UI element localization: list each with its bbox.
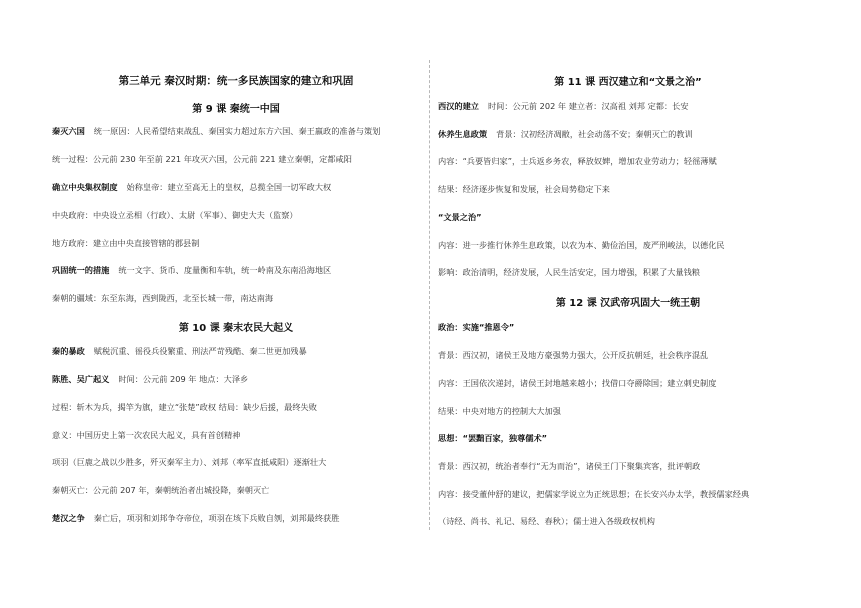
l11-line-7: 影响：政治清明，经济发展，人民生活安定，国力增强，积累了大量钱粮 xyxy=(438,267,701,277)
l10-line-3: 过程：斩木为兵，揭竿为旗，建立“张楚”政权 结局：缺少后援，最终失败 xyxy=(52,402,317,412)
l10-line-7: 楚汉之争 秦亡后，项羽和刘邦争夺帝位，项羽在垓下兵败自刎，刘邦最终获胜 xyxy=(52,513,340,523)
l9-line-7: 秦朝的疆域：东至东海，西到陇西，北至长城一带，南达南海 xyxy=(52,293,274,303)
lesson-9-title: 第 9 课 秦统一中国 xyxy=(192,104,280,115)
l9-line-4: 中央政府：中央设立丞相（行政）、太尉（军事）、御史大夫（监察） xyxy=(52,210,298,220)
l10-line-1: 秦的暴政 赋税沉重、徭役兵役繁重、刑法严苛残酷、秦二世更加残暴 xyxy=(52,346,307,356)
l10-line-6: 秦朝灭亡：公元前 207 年，秦朝统治者出城投降，秦朝灭亡 xyxy=(52,485,270,495)
l12-line-5: 思想：“罢黜百家，独尊儒术” xyxy=(438,433,548,443)
l12-line-4: 结果：中央对地方的控制大大加强 xyxy=(438,406,561,416)
l12-line-7: 内容：接受董仲舒的建议，把儒家学说立为正统思想；在长安兴办太学，教授儒家经典 xyxy=(438,489,750,499)
lesson-10-title: 第 10 课 秦末农民大起义 xyxy=(178,323,294,334)
lesson-12-title: 第 12 课 汉武帝巩固大一统王朝 xyxy=(555,298,701,309)
l11-line-5: “文景之治” xyxy=(438,212,482,222)
l9-line-3: 确立中央集权制度 始称皇帝：建立至高无上的皇权，总揽全国一切军政大权 xyxy=(52,182,332,192)
lesson-11-title: 第 11 课 西汉建立和“文景之治” xyxy=(554,77,702,88)
l12-line-6: 背景：西汉初，统治者奉行“无为而治”，诸侯王门下聚集宾客，批评朝政 xyxy=(438,461,701,471)
column-divider xyxy=(429,60,430,530)
l11-line-2: 休养生息政策 背景：汉初经济凋敝，社会动荡不安；秦朝灭亡的教训 xyxy=(438,129,693,139)
l11-line-1: 西汉的建立 时间：公元前 202 年 建立者：汉高祖 刘邦 定都：长安 xyxy=(438,101,689,111)
l9-line-1: 秦灭六国 统一原因：人民希望结束战乱、秦国实力超过东方六国、秦王嬴政的准备与策划 xyxy=(52,126,381,136)
l9-line-6: 巩固统一的措施 统一文字、货币、度量衡和车轨，统一岭南及东南沿海地区 xyxy=(52,265,332,275)
unit-title: 第三单元 秦汉时期：统一多民族国家的建立和巩固 xyxy=(118,75,354,87)
l12-line-3: 内容：王国依次递封，诸侯王封地越来越小；找借口夺爵除国；建立刺史制度 xyxy=(438,378,717,388)
l11-line-4: 结果：经济逐步恢复和发展，社会局势稳定下来 xyxy=(438,184,610,194)
l9-line-2: 统一过程：公元前 230 年至前 221 年攻灭六国，公元前 221 建立秦朝，定都咸阳 xyxy=(52,154,352,164)
l10-line-4: 意义：中国历史上第一次农民大起义，具有首创精神 xyxy=(52,430,241,440)
l12-line-1: 政治：实施“推恩令” xyxy=(438,322,515,332)
l12-line-8: （诗经、尚书、礼记、易经、春秋）；儒士进入各级政权机构 xyxy=(438,516,655,526)
l11-line-3: 内容：“兵要皆归家”，士兵返乡务农，释放奴婢，增加农业劳动力；轻徭薄赋 xyxy=(438,156,717,166)
l9-line-5: 地方政府：建立由中央直接管辖的郡县制 xyxy=(52,238,200,248)
l10-line-5: 项羽（巨鹿之战以少胜多，歼灭秦军主力）、刘邦（率军直抵咸阳）逐渐壮大 xyxy=(52,457,327,467)
l11-line-6: 内容：进一步推行休养生息政策，以农为本、勤俭治国，废严刑峻法，以德化民 xyxy=(438,240,725,250)
l12-line-2: 背景：西汉初，诸侯王及地方豪强势力强大，公开反抗朝廷，社会秩序混乱 xyxy=(438,350,709,360)
l10-line-2: 陈胜、吴广起义 时间：公元前 209 年 地点：大泽乡 xyxy=(52,374,249,384)
